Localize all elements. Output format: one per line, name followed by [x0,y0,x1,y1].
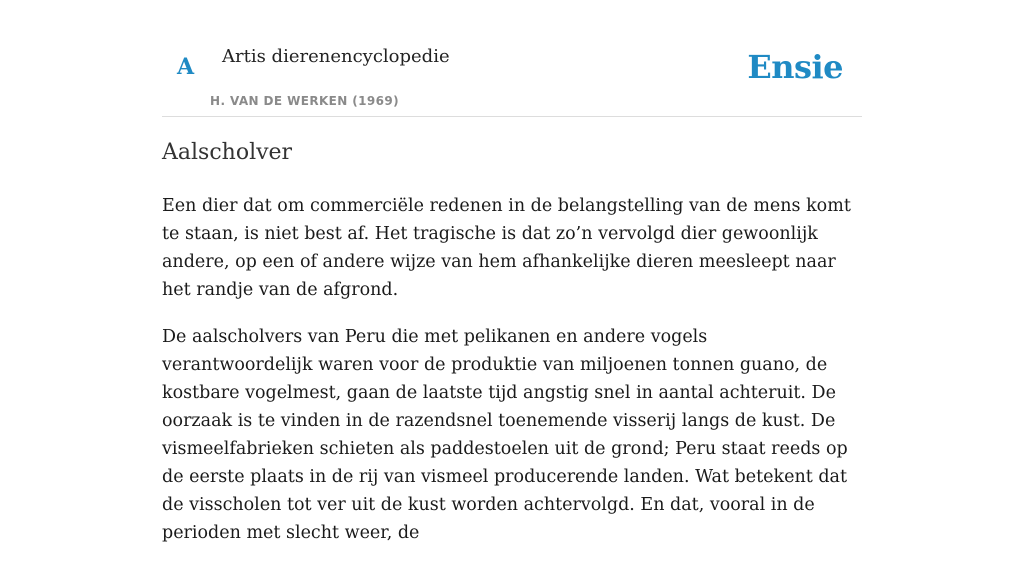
author-source: H. VAN DE WERKEN (1969) [210,94,400,108]
page-container [162,0,862,543]
encyclopedia-title-link[interactable]: Artis dierenencyclopedie [222,46,450,67]
article-body [162,192,862,566]
index-letter-link[interactable]: A [177,54,195,80]
entry-header [162,0,862,117]
article-title: Aalscholver [162,140,293,165]
ensie-logo-link[interactable]: Ensie [747,48,843,86]
article-paragraph-2: De aalscholvers van Peru die met pelikanen en andere vogels verantwoordelijk waren voor de produktie van miljoenen tonnen guano, de kostbare vogelmest, gaan de laatste tijd angstig snel in aantal achteruit. De oorzaak is te vinden in de razendsnel toenemende visserij langs de kust. De vismeelfabrieken schieten als paddestoelen uit de grond; Peru staat reeds op de eerste plaats in de rij van vismeel producerende landen. Wat betekent dat de visscholen tot ver uit de kust worden achtervolgd. En dat, vooral in de perioden met slecht weer, de [162,327,848,543]
article-paragraph-1: Een dier dat om commerciële redenen in de belangstelling van de mens komt te staan, is niet best af. Het tragische is dat zo’n vervolgd dier gewoonlijk andere, op een of andere wijze van hem afhankelijke dieren meesleept naar het randje van de afgrond. [162,196,851,300]
